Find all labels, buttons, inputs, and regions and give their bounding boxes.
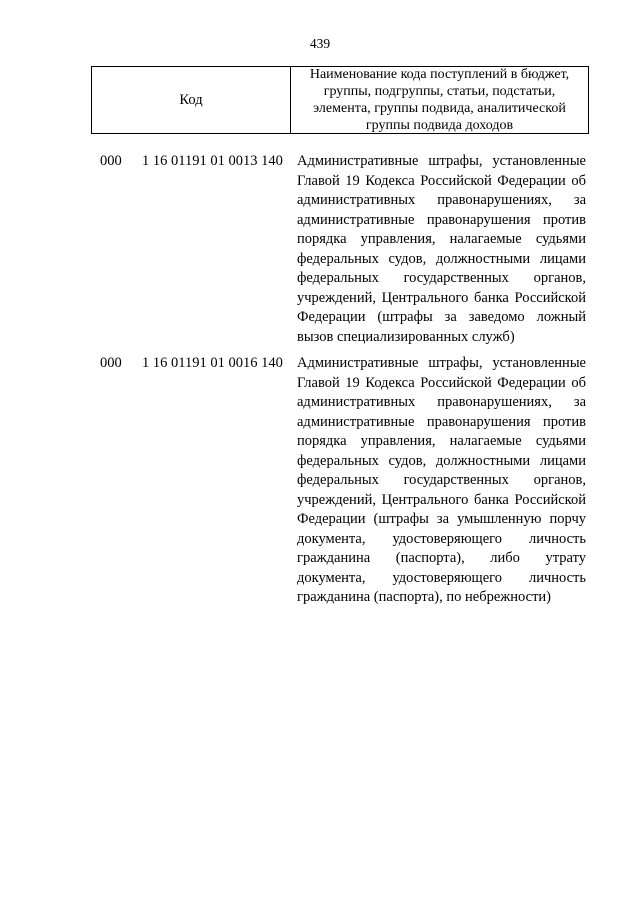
description-line: учреждений, Центрального банка Российской	[297, 491, 586, 508]
description-line: гражданина (паспорта), по небрежности)	[297, 589, 552, 605]
header-name-line: элемента, группы подвида, аналитической	[313, 101, 566, 116]
admin-code: 000	[100, 153, 122, 169]
header-name-line: группы, подгруппы, статьи, подстатьи,	[323, 84, 556, 99]
header-name-cell	[291, 67, 588, 133]
table-header	[91, 66, 589, 134]
header-name-line: Наименование кода поступлений в бюджет,	[309, 67, 570, 82]
header-name-line: группы подвида доходов	[365, 118, 514, 133]
description-line: административных правонарушениях, за	[297, 394, 586, 410]
description-line: порядка управления, налагаемые судьями	[297, 433, 586, 449]
description-line: административные правонарушения против	[297, 413, 586, 430]
description-line: учреждений, Центрального банка Российской	[297, 289, 586, 306]
description-line: гражданина (паспорта), либо утрату	[297, 550, 586, 566]
revenue-code: 1 16 01191 01 0016 140	[142, 355, 283, 371]
revenue-code: 1 16 01191 01 0013 140	[142, 153, 283, 169]
description-line: документа, удостоверяющего личность	[297, 530, 586, 547]
description-line: Административные штрафы, установленные	[297, 355, 586, 371]
description-line: Главой 19 Кодекса Российской Федерации об	[297, 374, 586, 391]
description-line: федеральных судов, должностными лицами	[297, 250, 586, 267]
description-line: федеральных государственных органов,	[297, 472, 586, 488]
page-number: 439	[309, 36, 331, 51]
admin-code: 000	[100, 355, 122, 371]
revenue-description	[297, 354, 586, 608]
description-line: Федерации (штрафы за умышленную порчу	[297, 511, 586, 527]
description-line: Административные штрафы, установленные	[297, 153, 586, 169]
description-line: федеральных судов, должностными лицами	[297, 452, 586, 469]
description-line: документа, удостоверяющего личность	[297, 569, 586, 586]
header-code-label: Код	[179, 91, 203, 108]
header-code-cell	[92, 67, 291, 133]
description-line: административные правонарушения против	[297, 211, 586, 228]
description-line: Федерации (штрафы за заведомо ложный	[297, 309, 586, 325]
description-line: федеральных государственных органов,	[297, 270, 586, 286]
description-line: административных правонарушениях, за	[297, 192, 586, 208]
description-line: порядка управления, налагаемые судьями	[297, 231, 586, 247]
description-line: вызов специализированных служб)	[297, 328, 515, 345]
description-line: Главой 19 Кодекса Российской Федерации об	[297, 172, 586, 189]
revenue-description	[297, 152, 586, 347]
